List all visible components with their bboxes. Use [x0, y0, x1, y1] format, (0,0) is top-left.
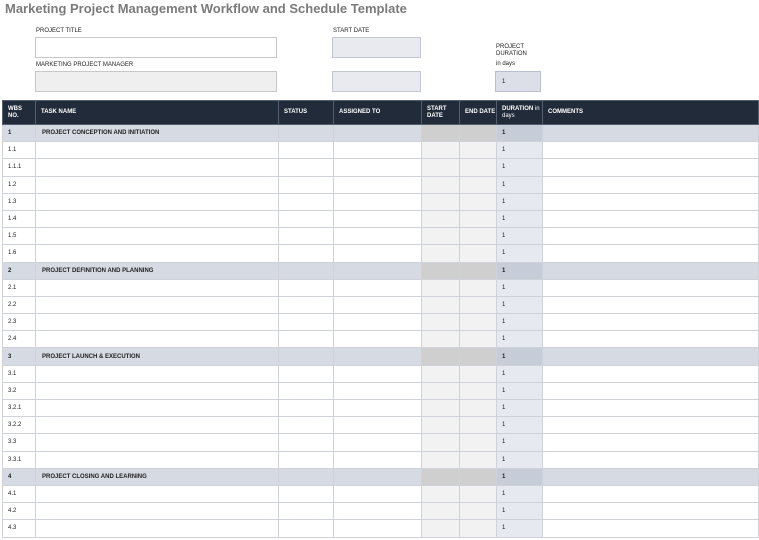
start-date-cell[interactable]: [422, 434, 460, 451]
col-comments: COMMENTS: [543, 101, 759, 125]
assigned-to-cell[interactable]: [334, 314, 422, 331]
wbs-cell[interactable]: 1.6: [3, 245, 36, 262]
start-date-cell[interactable]: [422, 348, 460, 365]
project-manager-input[interactable]: [35, 71, 277, 92]
assigned-to-cell[interactable]: [334, 451, 422, 468]
start-date-cell[interactable]: [422, 210, 460, 227]
comments-cell[interactable]: [543, 468, 759, 485]
status-cell[interactable]: [279, 176, 334, 193]
start-date-cell[interactable]: [422, 382, 460, 399]
duration-cell[interactable]: 1: [497, 503, 543, 520]
start-date-cell[interactable]: [422, 314, 460, 331]
status-cell[interactable]: [279, 296, 334, 313]
task-row: [3, 451, 759, 468]
wbs-cell[interactable]: 3.1: [3, 365, 36, 382]
assigned-to-cell[interactable]: [334, 176, 422, 193]
start-date-cell[interactable]: [422, 245, 460, 262]
task-name-cell[interactable]: [36, 142, 279, 159]
duration-cell[interactable]: 1: [497, 468, 543, 485]
status-cell[interactable]: [279, 400, 334, 417]
comments-cell[interactable]: [543, 176, 759, 193]
end-date-cell[interactable]: [460, 210, 497, 227]
task-name-cell[interactable]: PROJECT CLOSING AND LEARNING: [36, 468, 279, 485]
wbs-cell[interactable]: 2.4: [3, 331, 36, 348]
status-cell[interactable]: [279, 228, 334, 245]
task-name-cell[interactable]: [36, 365, 279, 382]
task-row: [3, 296, 759, 313]
assigned-to-cell[interactable]: [334, 262, 422, 279]
start-date-cell[interactable]: [422, 262, 460, 279]
duration-cell[interactable]: 1: [497, 434, 543, 451]
task-name-cell[interactable]: [36, 314, 279, 331]
comments-cell[interactable]: [543, 400, 759, 417]
wbs-cell[interactable]: 3.3: [3, 434, 36, 451]
status-cell[interactable]: [279, 125, 334, 142]
duration-units-label: in days: [496, 61, 516, 67]
assigned-to-cell[interactable]: [334, 382, 422, 399]
status-cell[interactable]: [279, 331, 334, 348]
wbs-cell[interactable]: 1.2: [3, 176, 36, 193]
status-cell[interactable]: [279, 485, 334, 502]
assigned-to-cell[interactable]: [334, 468, 422, 485]
phase-row: [3, 468, 759, 485]
end-date-cell[interactable]: [460, 193, 497, 210]
task-row: [3, 503, 759, 520]
start-date-cell[interactable]: [422, 520, 460, 537]
end-date-cell[interactable]: [460, 417, 497, 434]
comments-cell[interactable]: [543, 417, 759, 434]
task-name-cell[interactable]: [36, 451, 279, 468]
col-start-date: START DATE: [422, 101, 460, 125]
comments-cell[interactable]: [543, 159, 759, 176]
task-row: [3, 159, 759, 176]
duration-cell[interactable]: 1: [497, 262, 543, 279]
comments-cell[interactable]: [543, 125, 759, 142]
comments-cell[interactable]: [543, 434, 759, 451]
project-title-label: PROJECT TITLE: [36, 28, 82, 34]
comments-cell[interactable]: [543, 365, 759, 382]
wbs-cell[interactable]: 3.2.1: [3, 400, 36, 417]
status-cell[interactable]: [279, 434, 334, 451]
end-date-cell[interactable]: [460, 331, 497, 348]
duration-cell[interactable]: 1: [497, 296, 543, 313]
comments-cell[interactable]: [543, 296, 759, 313]
task-name-cell[interactable]: [36, 245, 279, 262]
start-date-cell[interactable]: [422, 451, 460, 468]
duration-cell[interactable]: 1: [497, 348, 543, 365]
comments-cell[interactable]: [543, 142, 759, 159]
wbs-cell[interactable]: 4.1: [3, 485, 36, 502]
assigned-to-cell[interactable]: [334, 365, 422, 382]
table-body: [3, 125, 759, 538]
wbs-cell[interactable]: 4: [3, 468, 36, 485]
task-name-cell[interactable]: [36, 296, 279, 313]
wbs-cell[interactable]: 3.2.2: [3, 417, 36, 434]
task-name-cell[interactable]: [36, 228, 279, 245]
col-task-name: TASK NAME: [36, 101, 279, 125]
task-name-cell[interactable]: PROJECT LAUNCH & EXECUTION: [36, 348, 279, 365]
page-title: Marketing Project Management Workflow and Schedule Template: [5, 1, 407, 16]
task-row: [3, 228, 759, 245]
status-cell[interactable]: [279, 314, 334, 331]
start-date-cell[interactable]: [422, 279, 460, 296]
duration-cell[interactable]: 1: [497, 176, 543, 193]
wbs-cell[interactable]: 4.3: [3, 520, 36, 537]
task-name-cell[interactable]: [36, 503, 279, 520]
end-date-cell[interactable]: [460, 159, 497, 176]
comments-cell[interactable]: [543, 314, 759, 331]
start-date-cell[interactable]: [422, 193, 460, 210]
status-cell[interactable]: [279, 193, 334, 210]
end-date-cell[interactable]: [460, 245, 497, 262]
task-row: [3, 485, 759, 502]
end-date-cell[interactable]: [460, 262, 497, 279]
schedule-table: [2, 100, 759, 538]
end-date-cell[interactable]: [460, 228, 497, 245]
comments-cell[interactable]: [543, 503, 759, 520]
status-cell[interactable]: [279, 159, 334, 176]
wbs-cell[interactable]: 1: [3, 125, 36, 142]
comments-cell[interactable]: [543, 382, 759, 399]
task-name-cell[interactable]: [36, 176, 279, 193]
task-row: [3, 245, 759, 262]
col-status: STATUS: [279, 101, 334, 125]
start-date-cell[interactable]: [422, 417, 460, 434]
wbs-cell[interactable]: 2.3: [3, 314, 36, 331]
task-row: [3, 400, 759, 417]
duration-cell[interactable]: 1: [497, 331, 543, 348]
task-row: [3, 314, 759, 331]
task-name-cell[interactable]: [36, 279, 279, 296]
assigned-to-cell[interactable]: [334, 417, 422, 434]
task-row: [3, 520, 759, 537]
end-date-cell[interactable]: [460, 348, 497, 365]
end-date-cell[interactable]: [460, 125, 497, 142]
task-row: [3, 176, 759, 193]
status-cell[interactable]: [279, 210, 334, 227]
task-row: [3, 434, 759, 451]
end-date-cell[interactable]: [460, 434, 497, 451]
wbs-cell[interactable]: 2.1: [3, 279, 36, 296]
task-row: [3, 279, 759, 296]
duration-cell[interactable]: 1: [497, 125, 543, 142]
task-name-cell[interactable]: [36, 331, 279, 348]
start-date-cell[interactable]: [422, 468, 460, 485]
duration-cell[interactable]: 1: [497, 279, 543, 296]
start-date-cell[interactable]: [422, 125, 460, 142]
end-date-cell[interactable]: [460, 400, 497, 417]
end-date-cell[interactable]: [460, 296, 497, 313]
project-duration-label-2: DURATION: [496, 51, 527, 57]
task-name-cell[interactable]: [36, 417, 279, 434]
duration-cell[interactable]: 1: [497, 485, 543, 502]
start-date-cell[interactable]: [422, 331, 460, 348]
comments-cell[interactable]: [543, 262, 759, 279]
assigned-to-cell[interactable]: [334, 503, 422, 520]
task-row: [3, 142, 759, 159]
start-date-label: START DATE: [333, 28, 370, 34]
wbs-cell[interactable]: 1.4: [3, 210, 36, 227]
start-date-input[interactable]: [332, 37, 421, 58]
duration-cell[interactable]: 1: [497, 228, 543, 245]
task-row: [3, 210, 759, 227]
duration-cell[interactable]: 1: [497, 365, 543, 382]
comments-cell[interactable]: [543, 228, 759, 245]
wbs-cell[interactable]: 1.1.1: [3, 159, 36, 176]
col-wbs: WBS NO.: [3, 101, 36, 125]
table-header-row: [3, 101, 759, 125]
duration-cell[interactable]: 1: [497, 520, 543, 537]
task-name-cell[interactable]: [36, 400, 279, 417]
wbs-cell[interactable]: 3.2: [3, 382, 36, 399]
duration-cell[interactable]: 1: [497, 210, 543, 227]
assigned-to-cell[interactable]: [334, 142, 422, 159]
assigned-to-cell[interactable]: [334, 485, 422, 502]
wbs-cell[interactable]: 2: [3, 262, 36, 279]
status-cell[interactable]: [279, 262, 334, 279]
task-name-cell[interactable]: [36, 520, 279, 537]
end-date-input[interactable]: [332, 71, 421, 92]
assigned-to-cell[interactable]: [334, 210, 422, 227]
assigned-to-cell[interactable]: [334, 193, 422, 210]
start-date-cell[interactable]: [422, 176, 460, 193]
start-date-cell[interactable]: [422, 365, 460, 382]
task-row: [3, 193, 759, 210]
comments-cell[interactable]: [543, 485, 759, 502]
end-date-cell[interactable]: [460, 468, 497, 485]
status-cell[interactable]: [279, 348, 334, 365]
assigned-to-cell[interactable]: [334, 245, 422, 262]
wbs-cell[interactable]: 1.3: [3, 193, 36, 210]
assigned-to-cell[interactable]: [334, 279, 422, 296]
status-cell[interactable]: [279, 279, 334, 296]
assigned-to-cell[interactable]: [334, 348, 422, 365]
task-name-cell[interactable]: PROJECT DEFINITION AND PLANNING: [36, 262, 279, 279]
end-date-cell[interactable]: [460, 503, 497, 520]
duration-cell[interactable]: 1: [497, 245, 543, 262]
status-cell[interactable]: [279, 468, 334, 485]
assigned-to-cell[interactable]: [334, 296, 422, 313]
start-date-cell[interactable]: [422, 296, 460, 313]
status-cell[interactable]: [279, 245, 334, 262]
task-name-cell[interactable]: PROJECT CONCEPTION AND INITIATION: [36, 125, 279, 142]
duration-cell[interactable]: 1: [497, 193, 543, 210]
comments-cell[interactable]: [543, 279, 759, 296]
task-name-cell[interactable]: [36, 210, 279, 227]
task-row: [3, 417, 759, 434]
wbs-cell[interactable]: 2.2: [3, 296, 36, 313]
start-date-cell[interactable]: [422, 228, 460, 245]
comments-cell[interactable]: [543, 210, 759, 227]
comments-cell[interactable]: [543, 348, 759, 365]
project-duration-label-1: PROJECT: [496, 44, 525, 50]
wbs-cell[interactable]: 1.1: [3, 142, 36, 159]
start-date-cell[interactable]: [422, 485, 460, 502]
assigned-to-cell[interactable]: [334, 228, 422, 245]
wbs-cell[interactable]: 1.5: [3, 228, 36, 245]
end-date-cell[interactable]: [460, 520, 497, 537]
assigned-to-cell[interactable]: [334, 520, 422, 537]
duration-cell[interactable]: 1: [497, 417, 543, 434]
comments-cell[interactable]: [543, 520, 759, 537]
comments-cell[interactable]: [543, 193, 759, 210]
status-cell[interactable]: [279, 142, 334, 159]
task-row: [3, 382, 759, 399]
comments-cell[interactable]: [543, 245, 759, 262]
task-row: [3, 365, 759, 382]
project-title-input[interactable]: [35, 37, 277, 58]
duration-cell[interactable]: 1: [497, 314, 543, 331]
task-name-cell[interactable]: [36, 382, 279, 399]
task-row: [3, 331, 759, 348]
assigned-to-cell[interactable]: [334, 125, 422, 142]
project-duration-value[interactable]: 1: [495, 71, 541, 92]
task-name-cell[interactable]: [36, 159, 279, 176]
phase-row: [3, 125, 759, 142]
duration-cell[interactable]: 1: [497, 400, 543, 417]
duration-cell[interactable]: 1: [497, 382, 543, 399]
duration-cell[interactable]: 1: [497, 142, 543, 159]
project-manager-label: MARKETING PROJECT MANAGER: [36, 62, 134, 68]
end-date-cell[interactable]: [460, 142, 497, 159]
start-date-cell[interactable]: [422, 400, 460, 417]
assigned-to-cell[interactable]: [334, 400, 422, 417]
start-date-cell[interactable]: [422, 503, 460, 520]
phase-row: [3, 262, 759, 279]
status-cell[interactable]: [279, 520, 334, 537]
end-date-cell[interactable]: [460, 485, 497, 502]
wbs-cell[interactable]: 3.3.1: [3, 451, 36, 468]
status-cell[interactable]: [279, 417, 334, 434]
col-duration: DURATION in days: [497, 101, 543, 125]
end-date-cell[interactable]: [460, 176, 497, 193]
task-name-cell[interactable]: [36, 193, 279, 210]
end-date-cell[interactable]: [460, 365, 497, 382]
col-end-date: END DATE: [460, 101, 497, 125]
end-date-cell[interactable]: [460, 279, 497, 296]
status-cell[interactable]: [279, 451, 334, 468]
status-cell[interactable]: [279, 365, 334, 382]
task-name-cell[interactable]: [36, 485, 279, 502]
phase-row: [3, 348, 759, 365]
start-date-cell[interactable]: [422, 159, 460, 176]
comments-cell[interactable]: [543, 331, 759, 348]
duration-cell[interactable]: 1: [497, 451, 543, 468]
assigned-to-cell[interactable]: [334, 434, 422, 451]
col-assigned-to: ASSIGNED TO: [334, 101, 422, 125]
assigned-to-cell[interactable]: [334, 331, 422, 348]
status-cell[interactable]: [279, 382, 334, 399]
end-date-cell[interactable]: [460, 382, 497, 399]
duration-cell[interactable]: 1: [497, 159, 543, 176]
wbs-cell[interactable]: 3: [3, 348, 36, 365]
status-cell[interactable]: [279, 503, 334, 520]
end-date-cell[interactable]: [460, 314, 497, 331]
task-name-cell[interactable]: [36, 434, 279, 451]
start-date-cell[interactable]: [422, 142, 460, 159]
assigned-to-cell[interactable]: [334, 159, 422, 176]
wbs-cell[interactable]: 4.2: [3, 503, 36, 520]
comments-cell[interactable]: [543, 451, 759, 468]
end-date-cell[interactable]: [460, 451, 497, 468]
